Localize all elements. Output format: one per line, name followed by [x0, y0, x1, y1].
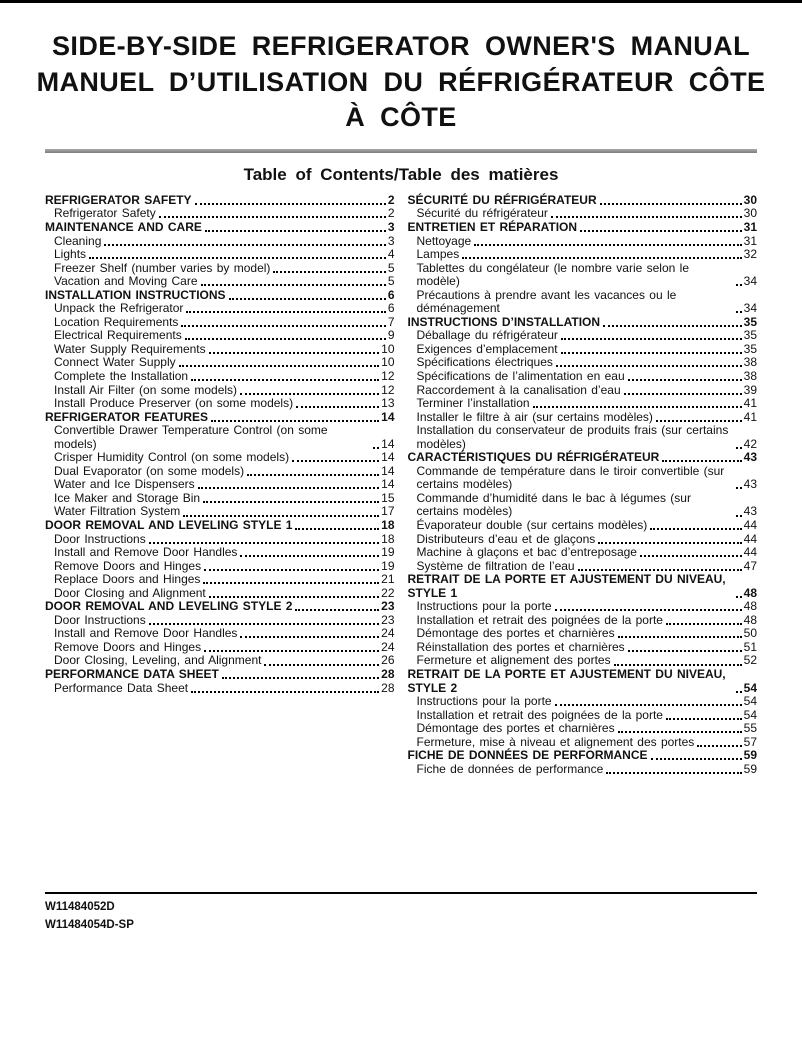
toc-entry-page: 9: [387, 328, 395, 343]
toc-leader-dots: [222, 677, 379, 679]
toc-leader-dots: [191, 691, 379, 693]
toc-sub-entry: [45, 451, 395, 465]
toc-sub-entry: [45, 207, 395, 221]
toc-leader-dots: [211, 420, 379, 422]
toc-leader-dots: [295, 528, 379, 530]
toc-entry-page: 26: [381, 653, 395, 668]
toc-entry-label: FICHE DE DONNÉES DE PERFORMANCE: [407, 748, 648, 763]
toc-entry-page: 14: [381, 450, 395, 465]
toc-leader-dots: [159, 216, 386, 218]
toc-entry-label: Réinstallation des portes et charnières: [416, 639, 625, 654]
toc-entry-page: 38: [743, 355, 757, 370]
toc-sub-entry: [45, 356, 395, 370]
toc-entry-page: 19: [381, 545, 395, 560]
toc-leader-dots: [561, 338, 742, 340]
toc-entry-page: 18: [381, 531, 395, 546]
toc-leader-dots: [203, 501, 379, 503]
toc-leader-dots: [186, 311, 385, 313]
toc-entry-label: Crisper Humidity Control (on some models): [54, 450, 290, 465]
toc-sub-entry: [408, 492, 758, 519]
toc-leader-dots: [205, 230, 386, 232]
toc-leader-dots: [203, 582, 379, 584]
toc-entry-page: 43: [743, 477, 757, 492]
toc-leader-dots: [578, 569, 742, 571]
toc-entry-label: INSTALLATION INSTRUCTIONS: [45, 287, 226, 302]
toc-sub-entry: [408, 641, 758, 655]
toc-entry-page: 57: [743, 734, 757, 749]
toc-entry-label: REFRIGERATOR FEATURES: [45, 409, 209, 424]
toc-entry-label: Sécurité du réfrigérateur: [416, 206, 548, 221]
toc-entry-page: 54: [743, 707, 757, 722]
toc-leader-dots: [697, 745, 741, 747]
toc-entry-page: 41: [743, 396, 757, 411]
toc-entry-page: 28: [381, 667, 395, 682]
page-title-line-french-1: MANUEL D’UTILISATION DU RÉFRIGÉRATEUR CÔTE: [36, 66, 766, 97]
toc-entry-page: 12: [381, 368, 395, 383]
toc-leader-dots: [273, 271, 385, 273]
toc-entry-page: 30: [743, 206, 757, 221]
toc-section-entry: [45, 668, 395, 682]
toc-entry-page: 34: [743, 274, 757, 289]
toc-entry-label: Remove Doors and Hinges: [54, 639, 202, 654]
toc-entry-label: Nettoyage: [416, 233, 472, 248]
toc-entry-label: Déballage du réfrigérateur: [416, 328, 558, 343]
toc-entry-page: 54: [743, 694, 757, 709]
toc-leader-dots: [666, 718, 742, 720]
toc-leader-dots: [651, 758, 742, 760]
toc-sub-entry: [408, 709, 758, 723]
page-title-line-english: SIDE-BY-SIDE REFRIGERATOR OWNER'S MANUAL: [52, 31, 750, 61]
toc-entry-page: 15: [381, 490, 395, 505]
toc-entry-label: Installation et retrait des poignées de la porte: [416, 707, 663, 722]
toc-heading: Table of Contents/Table des matières: [243, 164, 559, 184]
toc-sub-entry: [45, 492, 395, 506]
toc-entry-page: 48: [743, 599, 757, 614]
toc-leader-dots: [185, 338, 386, 340]
toc-sub-entry: [408, 600, 758, 614]
toc-entry-label: Freezer Shelf (number varies by model): [54, 260, 271, 275]
toc-entry-label: Lights: [54, 247, 87, 262]
toc-leader-dots: [618, 636, 742, 638]
toc-sub-entry: [408, 722, 758, 736]
toc-sub-entry: [45, 329, 395, 343]
toc-entry-label: Démontage des portes et charnières: [416, 626, 615, 641]
toc-entry-page: 48: [743, 612, 757, 627]
toc-leader-dots: [229, 298, 386, 300]
toc-sub-entry: [408, 207, 758, 221]
toc-entry-page: 30: [743, 192, 757, 207]
toc-columns: [45, 194, 757, 777]
toc-entry-label: ENTRETIEN ET RÉPARATION: [407, 219, 578, 234]
toc-entry-page: 14: [381, 477, 395, 492]
toc-leader-dots: [295, 609, 379, 611]
toc-leader-dots: [598, 542, 741, 544]
toc-entry-page: 35: [743, 341, 757, 356]
toc-entry-label: Instructions pour la porte: [416, 694, 552, 709]
toc-entry-page: 59: [743, 761, 757, 776]
toc-leader-dots: [736, 515, 742, 517]
toc-leader-dots: [656, 420, 742, 422]
toc-leader-dots: [104, 244, 385, 246]
toc-leader-dots: [736, 284, 742, 286]
toc-entry-label: Connect Water Supply: [54, 355, 176, 370]
toc-sub-entry: [408, 614, 758, 628]
toc-sub-entry: [408, 695, 758, 709]
toc-leader-dots: [240, 393, 379, 395]
toc-sub-entry: [408, 235, 758, 249]
toc-entry-label: Ice Maker and Storage Bin: [54, 490, 201, 505]
toc-sub-entry: [408, 465, 758, 492]
toc-entry-page: 38: [743, 368, 757, 383]
toc-sub-entry: [45, 316, 395, 330]
toc-entry-label: CARACTÉRISTIQUES DU RÉFRIGÉRATEUR: [407, 450, 660, 465]
toc-entry-page: 51: [743, 639, 757, 654]
toc-entry-page: 43: [743, 450, 757, 465]
toc-entry-label: Fermeture et alignement des portes: [416, 653, 611, 668]
toc-entry-label: Installation du conservateur de produits frais (sur certains modèles): [416, 423, 729, 451]
toc-entry-label: DOOR REMOVAL AND LEVELING STYLE 2: [45, 599, 293, 614]
toc-entry-page: 14: [381, 463, 395, 478]
toc-entry-label: INSTRUCTIONS D’INSTALLATION: [407, 314, 601, 329]
toc-entry-page: 32: [743, 247, 757, 262]
toc-entry-label: Système de filtration de l’eau: [416, 558, 575, 573]
toc-section-entry: [45, 194, 395, 208]
toc-section-entry: [408, 573, 758, 600]
toc-entry-label: RETRAIT DE LA PORTE ET AJUSTEMENT DU NIVEAU, STYLE 1: [407, 572, 726, 600]
toc-entry-page: 55: [743, 721, 757, 736]
toc-sub-entry: [408, 289, 758, 316]
toc-entry-label: Vacation and Moving Care: [54, 274, 198, 289]
toc-entry-label: Exigences d’emplacement: [416, 341, 558, 356]
toc-entry-page: 6: [387, 301, 395, 316]
toc-leader-dots: [650, 528, 741, 530]
toc-entry-page: 44: [743, 518, 757, 532]
toc-entry-page: 7: [387, 314, 395, 329]
toc-entry-label: Refrigerator Safety: [54, 206, 156, 221]
toc-entry-label: Door Closing, Leveling, and Alignment: [54, 653, 262, 668]
toc-entry-page: 14: [381, 436, 395, 451]
toc-leader-dots: [580, 230, 742, 232]
toc-entry-label: Fermeture, mise à niveau et alignement des portes: [416, 734, 695, 749]
toc-entry-page: 44: [743, 531, 757, 546]
toc-sub-entry: [45, 505, 395, 519]
toc-leader-dots: [662, 460, 741, 462]
toc-leader-dots: [618, 731, 742, 733]
toc-section-entry: [408, 451, 758, 465]
toc-entry-page: 14: [381, 409, 395, 424]
toc-section-entry: [408, 221, 758, 235]
toc-sub-entry: [408, 763, 758, 777]
toc-entry-label: Spécifications électriques: [416, 355, 553, 370]
toc-leader-dots: [181, 325, 385, 327]
toc-sub-entry: [45, 370, 395, 384]
toc-entry-label: Installer le filtre à air (sur certains modèles): [416, 409, 653, 424]
toc-entry-label: Electrical Requirements: [54, 328, 182, 343]
toc-entry-label: Water Supply Requirements: [54, 341, 206, 356]
toc-leader-dots: [292, 460, 379, 462]
toc-entry-label: Terminer l’installation: [416, 396, 530, 411]
toc-leader-dots: [556, 365, 742, 367]
toc-entry-label: Démontage des portes et charnières: [416, 721, 615, 736]
toc-entry-label: REFRIGERATOR SAFETY: [45, 192, 192, 207]
toc-leader-dots: [555, 704, 742, 706]
toc-entry-page: 22: [381, 585, 395, 600]
toc-entry-page: 3: [387, 219, 395, 234]
toc-entry-label: Install and Remove Door Handles: [54, 545, 238, 560]
toc-entry-label: Install Air Filter (on some models): [54, 382, 238, 397]
toc-leader-dots: [603, 325, 742, 327]
toc-sub-entry: [408, 356, 758, 370]
toc-entry-page: 39: [743, 382, 757, 397]
toc-leader-dots: [209, 352, 380, 354]
toc-leader-dots: [191, 379, 379, 381]
toc-sub-entry: [45, 465, 395, 479]
toc-sub-entry: [45, 641, 395, 655]
toc-entry-page: 18: [381, 518, 395, 532]
part-number-primary: W11484052D: [45, 901, 115, 913]
toc-entry-page: 13: [381, 396, 395, 411]
toc-leader-dots: [183, 515, 379, 517]
toc-entry-page: 23: [381, 612, 395, 627]
toc-entry-page: 10: [381, 341, 395, 356]
toc-sub-entry: [408, 248, 758, 262]
toc-sub-entry: [408, 384, 758, 398]
toc-entry-label: Tablettes du congélateur (le nombre varie selon le modèle): [416, 260, 689, 289]
toc-entry-page: 21: [381, 572, 395, 587]
toc-entry-page: 34: [743, 301, 757, 316]
toc-entry-label: Fiche de données de performance: [416, 761, 604, 776]
toc-sub-entry: [45, 546, 395, 560]
toc-sub-entry: [408, 370, 758, 384]
toc-leader-dots: [149, 542, 379, 544]
toc-entry-page: 10: [381, 355, 395, 370]
toc-leader-dots: [640, 555, 742, 557]
toc-entry-label: Précautions à prendre avant les vacances ou le déménagement: [416, 287, 677, 316]
toc-entry-label: Machine à glaçons et bac d’entreposage: [416, 545, 637, 560]
toc-entry-label: Water and Ice Dispensers: [54, 477, 195, 492]
toc-sub-entry: [45, 533, 395, 547]
toc-leader-dots: [736, 691, 742, 693]
toc-entry-page: 19: [381, 558, 395, 573]
toc-section-entry: [45, 600, 395, 614]
toc-entry-page: 42: [743, 436, 757, 451]
toc-sub-entry: [45, 682, 395, 696]
toc-entry-page: 17: [381, 504, 395, 519]
toc-entry-page: 24: [381, 639, 395, 654]
toc-leader-dots: [264, 664, 379, 666]
toc-entry-label: Installation et retrait des poignées de la porte: [416, 612, 663, 627]
toc-leader-dots: [179, 365, 380, 367]
toc-leader-dots: [195, 203, 386, 205]
toc-entry-label: Performance Data Sheet: [54, 680, 189, 695]
toc-leader-dots: [373, 447, 379, 449]
toc-entry-label: Dual Evaporator (on some models): [54, 463, 245, 478]
toc-leader-dots: [551, 216, 742, 218]
toc-entry-page: 52: [743, 653, 757, 668]
toc-entry-page: 5: [387, 260, 395, 275]
toc-entry-label: Install Produce Preserver (on some models): [54, 396, 294, 411]
toc-entry-page: 35: [743, 314, 757, 329]
toc-leader-dots: [296, 406, 379, 408]
toc-entry-label: Door Instructions: [54, 531, 146, 546]
toc-section-entry: [45, 411, 395, 425]
toc-sub-entry: [408, 329, 758, 343]
toc-section-entry: [45, 289, 395, 303]
toc-sub-entry: [45, 573, 395, 587]
toc-entry-page: 2: [387, 192, 395, 207]
toc-entry-page: 3: [387, 233, 395, 248]
toc-leader-dots: [736, 311, 742, 313]
toc-sub-entry: [45, 654, 395, 668]
toc-entry-label: RETRAIT DE LA PORTE ET AJUSTEMENT DU NIVEAU, STYLE 2: [407, 667, 726, 695]
toc-leader-dots: [561, 352, 742, 354]
toc-entry-label: Raccordement à la canalisation d’eau: [416, 382, 621, 397]
page-title: [20, 29, 782, 136]
toc-sub-entry: [45, 560, 395, 574]
toc-entry-page: 59: [743, 748, 757, 763]
toc-entry-label: Water Filtration System: [54, 504, 181, 519]
toc-entry-label: Replace Doors and Hinges: [54, 572, 201, 587]
page-title-line-french-2: À CÔTE: [345, 102, 457, 133]
toc-leader-dots: [736, 447, 742, 449]
toc-leader-dots: [606, 772, 741, 774]
toc-leader-dots: [533, 406, 742, 408]
toc-sub-entry: [45, 343, 395, 357]
toc-leader-dots: [89, 257, 386, 259]
footer: [45, 892, 757, 935]
toc-sub-entry: [408, 424, 758, 451]
toc-entry-label: Lampes: [416, 247, 460, 262]
toc-sub-entry: [408, 546, 758, 560]
toc-sub-entry: [45, 627, 395, 641]
toc-sub-entry: [408, 411, 758, 425]
toc-leader-dots: [474, 244, 741, 246]
toc-leader-dots: [198, 487, 380, 489]
toc-entry-label: Convertible Drawer Temperature Control (on some models): [54, 423, 328, 451]
toc-entry-label: Complete the Installation: [54, 368, 189, 383]
title-divider: [45, 149, 757, 153]
toc-leader-dots: [247, 474, 379, 476]
toc-sub-entry: [45, 614, 395, 628]
toc-entry-page: 5: [387, 274, 395, 289]
toc-entry-page: 6: [387, 287, 395, 302]
toc-leader-dots: [240, 555, 379, 557]
toc-leader-dots: [736, 596, 742, 598]
toc-sub-entry: [408, 519, 758, 533]
toc-entry-page: 41: [743, 409, 757, 424]
toc-sub-entry: [408, 397, 758, 411]
toc-entry-page: 24: [381, 626, 395, 641]
toc-leader-dots: [209, 596, 379, 598]
toc-entry-page: 23: [381, 599, 395, 614]
toc-sub-entry: [45, 275, 395, 289]
toc-entry-page: 35: [743, 328, 757, 343]
toc-entry-page: 31: [743, 233, 757, 248]
toc-sub-entry: [45, 424, 395, 451]
toc-entry-label: SÉCURITÉ DU RÉFRIGÉRATEUR: [407, 192, 597, 207]
toc-sub-entry: [408, 343, 758, 357]
toc-leader-dots: [201, 284, 386, 286]
toc-leader-dots: [204, 650, 379, 652]
toc-sub-entry: [408, 654, 758, 668]
toc-leader-dots: [736, 487, 742, 489]
toc-entry-label: Commande d’humidité dans le bac à légumes (sur certains modèles): [416, 490, 691, 519]
toc-leader-dots: [240, 636, 379, 638]
toc-entry-page: 50: [743, 626, 757, 641]
toc-sub-entry: [45, 587, 395, 601]
toc-entry-page: 31: [743, 219, 757, 234]
part-number-secondary: W11484054D-SP: [45, 918, 134, 931]
toc-entry-page: 2: [387, 206, 395, 221]
toc-entry-label: MAINTENANCE AND CARE: [45, 219, 202, 234]
toc-entry-label: PERFORMANCE DATA SHEET: [45, 667, 219, 682]
toc-entry-page: 48: [743, 585, 757, 600]
toc-leader-dots: [462, 257, 741, 259]
toc-section-entry: [408, 749, 758, 763]
toc-entry-page: 12: [381, 382, 395, 397]
toc-entry-label: Door Instructions: [54, 612, 146, 627]
toc-entry-page: 54: [743, 680, 757, 695]
toc-section-entry: [408, 194, 758, 208]
toc-leader-dots: [600, 203, 742, 205]
toc-column-english: [45, 194, 395, 777]
toc-sub-entry: [408, 560, 758, 574]
toc-sub-entry: [45, 302, 395, 316]
toc-sub-entry: [45, 248, 395, 262]
toc-leader-dots: [204, 569, 379, 571]
toc-entry-page: 43: [743, 504, 757, 519]
toc-entry-label: Door Closing and Alignment: [54, 585, 206, 600]
toc-entry-page: 28: [381, 680, 395, 695]
toc-leader-dots: [614, 664, 742, 666]
toc-entry-label: Instructions pour la porte: [416, 599, 552, 614]
toc-section-entry: [408, 668, 758, 695]
toc-leader-dots: [628, 379, 742, 381]
toc-section-entry: [45, 221, 395, 235]
toc-entry-page: 4: [387, 247, 395, 262]
toc-column-french: [408, 194, 758, 777]
toc-leader-dots: [555, 609, 742, 611]
toc-leader-dots: [624, 393, 742, 395]
toc-entry-label: Distributeurs d’eau et de glaçons: [416, 531, 596, 546]
toc-leader-dots: [666, 623, 742, 625]
toc-leader-dots: [149, 623, 379, 625]
toc-sub-entry: [408, 533, 758, 547]
toc-sub-entry: [408, 262, 758, 289]
toc-sub-entry: [45, 384, 395, 398]
toc-entry-page: 47: [743, 558, 757, 573]
toc-entry-label: Spécifications de l’alimentation en eau: [416, 368, 625, 383]
toc-entry-label: Install and Remove Door Handles: [54, 626, 238, 641]
toc-entry-label: Commande de température dans le tiroir convertible (sur certains modèles): [416, 463, 725, 492]
toc-entry-label: Cleaning: [54, 233, 102, 248]
toc-sub-entry: [45, 262, 395, 276]
toc-section-entry: [408, 316, 758, 330]
toc-entry-label: Unpack the Refrigerator: [54, 301, 184, 316]
toc-sub-entry: [45, 397, 395, 411]
toc-sub-entry: [45, 235, 395, 249]
toc-leader-dots: [628, 650, 742, 652]
toc-entry-page: 44: [743, 545, 757, 560]
toc-entry-label: DOOR REMOVAL AND LEVELING STYLE 1: [45, 518, 293, 532]
toc-sub-entry: [408, 627, 758, 641]
toc-sub-entry: [45, 478, 395, 492]
toc-entry-label: Remove Doors and Hinges: [54, 558, 202, 573]
toc-entry-label: Évaporateur double (sur certains modèles): [416, 518, 648, 532]
toc-section-entry: [45, 519, 395, 533]
toc-entry-label: Location Requirements: [54, 314, 179, 329]
